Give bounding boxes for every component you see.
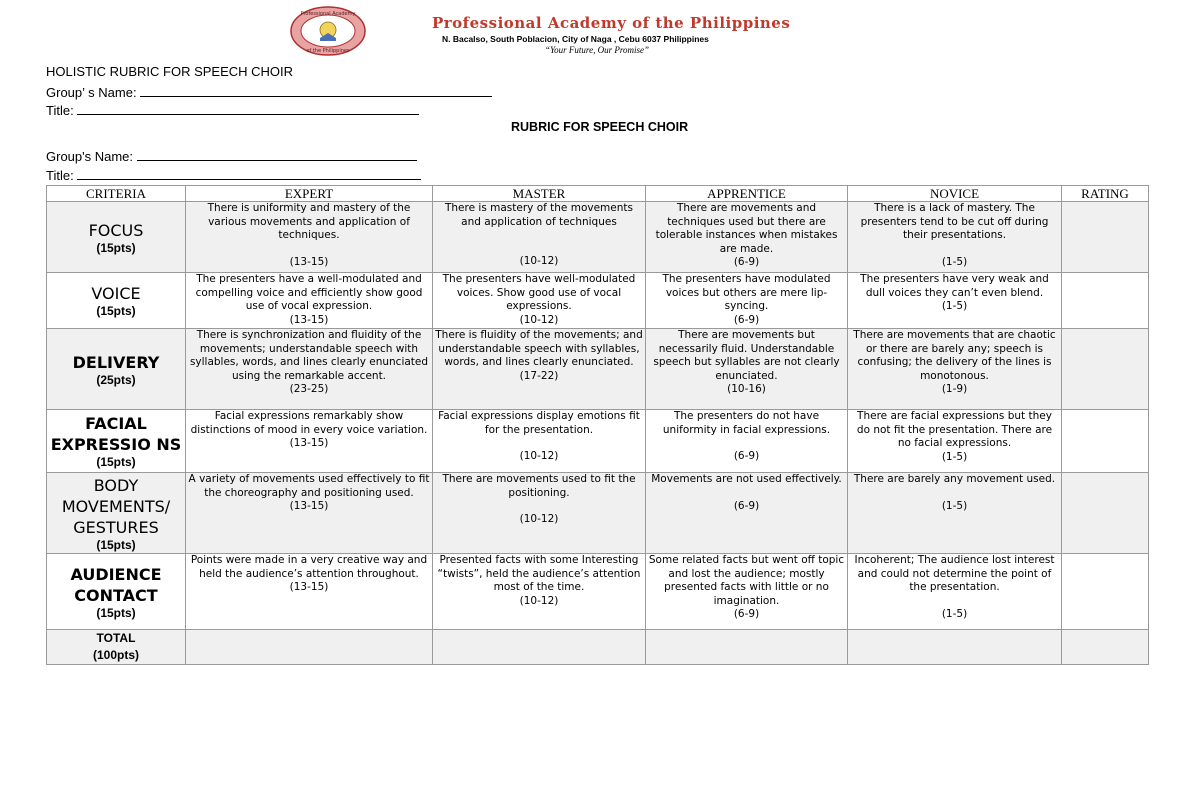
master-cell bbox=[433, 273, 646, 329]
apprentice-cell bbox=[646, 273, 848, 329]
score-range: (10-12) bbox=[519, 513, 559, 525]
title-label-2: Title: bbox=[46, 168, 74, 183]
form-heading: HOLISTIC RUBRIC FOR SPEECH CHOIR bbox=[46, 64, 294, 79]
expert-cell bbox=[186, 473, 433, 554]
score-range: (10-12) bbox=[519, 450, 559, 462]
expert-cell bbox=[186, 329, 433, 410]
score-range: (1-5) bbox=[941, 499, 968, 512]
rating-cell[interactable] bbox=[1062, 329, 1149, 410]
score-range: (6-9) bbox=[733, 256, 760, 268]
novice-cell bbox=[848, 410, 1062, 473]
criterion-cell bbox=[47, 554, 186, 630]
score-range: (23-25) bbox=[289, 383, 329, 395]
score-range: (1-5) bbox=[941, 607, 968, 620]
criterion-points: (15pts) bbox=[96, 304, 136, 318]
criterion-name: DELIVERY bbox=[72, 352, 160, 372]
criterion-name: FOCUS bbox=[88, 220, 144, 240]
rating-cell[interactable] bbox=[1062, 473, 1149, 554]
school-seal-logo bbox=[290, 6, 366, 56]
title-field-2[interactable] bbox=[46, 167, 421, 183]
descriptor: Points were made in a very creative way and held the audience’s attention throughout. bbox=[190, 554, 428, 580]
table-row bbox=[47, 410, 1149, 473]
novice-cell bbox=[848, 273, 1062, 329]
descriptor: There are movements that are chaotic or there are barely any; speech is confusing; the delivery of the lines is monotonous. bbox=[853, 329, 1056, 382]
table-row bbox=[47, 554, 1149, 630]
total-points: (100pts) bbox=[92, 648, 139, 662]
criterion-cell bbox=[47, 329, 186, 410]
descriptor: The presenters have modulated voices but others are mere lip-syncing. bbox=[662, 273, 831, 312]
table-row bbox=[47, 329, 1149, 410]
score-range: (6-9) bbox=[733, 313, 760, 326]
score-range: (6-9) bbox=[733, 499, 760, 512]
header-expert: EXPERT bbox=[186, 186, 433, 202]
criterion-points: (15pts) bbox=[96, 240, 136, 255]
master-cell bbox=[433, 554, 646, 630]
score-range: (6-9) bbox=[733, 608, 760, 620]
master-cell bbox=[433, 329, 646, 410]
expert-cell bbox=[186, 410, 433, 473]
title-field-1[interactable] bbox=[46, 102, 419, 118]
title-label-1: Title: bbox=[46, 103, 74, 118]
score-range: (17-22) bbox=[519, 369, 559, 382]
criterion-points: (15pts) bbox=[96, 605, 136, 620]
descriptor: Facial expressions display emotions fit for the presentation. bbox=[438, 410, 640, 436]
svg-text:Professional Academy: Professional Academy bbox=[300, 11, 356, 17]
title-blank-1[interactable] bbox=[77, 102, 419, 115]
total-apprentice-cell[interactable] bbox=[646, 630, 848, 665]
descriptor: There are movements and techniques used but there are tolerable instances when mistakes are made. bbox=[655, 202, 838, 255]
total-row bbox=[47, 630, 1149, 665]
descriptor: The presenters have well-modulated voices. Show good use of vocal expressions. bbox=[442, 273, 636, 312]
criterion-name: FACIAL EXPRESSIO NS bbox=[50, 414, 182, 454]
descriptor: There are movements but necessarily fluid. Understandable speech but syllables are not clearly enunciated. bbox=[653, 329, 840, 382]
score-range: (10-12) bbox=[519, 255, 559, 267]
group-name-blank-1[interactable] bbox=[140, 84, 492, 97]
group-name-label-1: Group’ s Name: bbox=[46, 85, 137, 100]
master-cell bbox=[433, 473, 646, 554]
table-row bbox=[47, 273, 1149, 329]
apprentice-cell bbox=[646, 554, 848, 630]
group-name-field-2[interactable] bbox=[46, 148, 417, 164]
total-rating-cell[interactable] bbox=[1062, 630, 1149, 665]
title-blank-2[interactable] bbox=[77, 167, 421, 180]
descriptor: The presenters have a well-modulated and compelling voice and efficiently show good use of vocal expression. bbox=[195, 273, 423, 312]
score-range: (13-15) bbox=[289, 313, 329, 326]
score-range: (1-5) bbox=[941, 450, 968, 463]
score-range: (10-12) bbox=[519, 594, 559, 607]
descriptor: Presented facts with some Interesting “twists”, held the audience’s attention most of the time. bbox=[437, 554, 641, 593]
school-address: N. Bacalso, South Poblacion, City of Naga , Cebu 6037 Philippines bbox=[442, 34, 709, 44]
score-range: (6-9) bbox=[733, 450, 760, 462]
descriptor: There is mastery of the movements and application of techniques bbox=[444, 202, 633, 228]
descriptor: The presenters have very weak and dull voices they can’t even blend. bbox=[860, 273, 1049, 299]
apprentice-cell bbox=[646, 329, 848, 410]
header-row bbox=[47, 186, 1149, 202]
score-range: (13-15) bbox=[289, 437, 329, 449]
criterion-name: VOICE bbox=[91, 284, 141, 303]
descriptor: A variety of movements used effectively to fit the choreography and positioning used. bbox=[188, 473, 430, 499]
expert-cell bbox=[186, 554, 433, 630]
apprentice-cell bbox=[646, 202, 848, 273]
total-cell bbox=[47, 630, 186, 665]
descriptor: Facial expressions remarkably show distinctions of mood in every voice variation. bbox=[190, 410, 428, 436]
header-apprentice: APPRENTICE bbox=[646, 186, 848, 202]
criterion-cell bbox=[47, 202, 186, 273]
header-rating: RATING bbox=[1062, 186, 1149, 202]
group-name-label-2: Group's Name: bbox=[46, 149, 134, 164]
master-cell bbox=[433, 202, 646, 273]
novice-cell bbox=[848, 329, 1062, 410]
descriptor: There is a lack of mastery. The presenters tend to be cut off during their presentations. bbox=[860, 202, 1049, 241]
descriptor: There are barely any movement used. bbox=[853, 473, 1056, 485]
total-expert-cell[interactable] bbox=[186, 630, 433, 665]
group-name-field-1[interactable] bbox=[46, 84, 492, 100]
header-master: MASTER bbox=[433, 186, 646, 202]
apprentice-cell bbox=[646, 473, 848, 554]
criterion-points: (15pts) bbox=[96, 537, 136, 552]
novice-cell bbox=[848, 202, 1062, 273]
score-range: (10-16) bbox=[727, 383, 766, 395]
descriptor: There is fluidity of the movements; and understandable speech with syllables, words, and lines clearly enunciated. bbox=[435, 329, 643, 368]
header-novice: NOVICE bbox=[848, 186, 1062, 202]
total-novice-cell[interactable] bbox=[848, 630, 1062, 665]
rating-cell[interactable] bbox=[1062, 202, 1149, 273]
score-range: (13-15) bbox=[289, 500, 329, 512]
descriptor: Incoherent; The audience lost interest and could not determine the point of the presentation. bbox=[854, 554, 1055, 593]
rubric-title: RUBRIC FOR SPEECH CHOIR bbox=[511, 120, 689, 134]
descriptor: Some related facts but went off topic and lost the audience; mostly presented facts with little or no imagination. bbox=[648, 554, 845, 607]
score-range: (1-5) bbox=[941, 300, 968, 312]
descriptor: There is uniformity and mastery of the various movements and application of techniques. bbox=[207, 202, 411, 241]
descriptor: There is synchronization and fluidity of the movements; understandable speech with syllables, words, and lines clearly enunciated using the remarkable accent. bbox=[189, 329, 429, 382]
score-range: (13-15) bbox=[289, 581, 329, 593]
score-range: (1-5) bbox=[941, 255, 968, 268]
criterion-cell bbox=[47, 473, 186, 554]
total-master-cell[interactable] bbox=[433, 630, 646, 665]
expert-cell bbox=[186, 273, 433, 329]
header-criteria: CRITERIA bbox=[47, 186, 186, 202]
table-row bbox=[47, 202, 1149, 273]
criterion-cell bbox=[47, 410, 186, 473]
apprentice-cell bbox=[646, 410, 848, 473]
svg-text:of the Philippines: of the Philippines bbox=[306, 48, 350, 54]
school-motto: “Your Future, Our Promise” bbox=[545, 45, 650, 55]
rating-cell[interactable] bbox=[1062, 410, 1149, 473]
score-range: (13-15) bbox=[289, 255, 329, 268]
rating-cell[interactable] bbox=[1062, 273, 1149, 329]
rubric-table bbox=[46, 185, 1149, 665]
master-cell bbox=[433, 410, 646, 473]
total-label: TOTAL bbox=[96, 631, 136, 645]
score-range: (10-12) bbox=[519, 313, 559, 326]
table-row bbox=[47, 473, 1149, 554]
novice-cell bbox=[848, 473, 1062, 554]
criterion-cell bbox=[47, 273, 186, 329]
descriptor: The presenters do not have uniformity in facial expressions. bbox=[662, 410, 831, 436]
descriptor: There are facial expressions but they do not fit the presentation. There are no facial expressions. bbox=[856, 410, 1053, 449]
criterion-points: (15pts) bbox=[96, 455, 136, 469]
criterion-name: BODY MOVEMENTS/ GESTURES bbox=[61, 475, 171, 537]
descriptor: Movements are not used effectively. bbox=[651, 473, 842, 485]
descriptor: There are movements used to fit the positioning. bbox=[442, 473, 636, 499]
rating-cell[interactable] bbox=[1062, 554, 1149, 630]
school-name: Professional Academy of the Philippines bbox=[432, 14, 791, 32]
group-name-blank-2[interactable] bbox=[137, 148, 417, 161]
novice-cell bbox=[848, 554, 1062, 630]
criterion-name: AUDIENCE CONTACT bbox=[70, 564, 162, 605]
score-range: (1-9) bbox=[941, 383, 968, 395]
criterion-points: (25pts) bbox=[96, 372, 136, 387]
expert-cell bbox=[186, 202, 433, 273]
